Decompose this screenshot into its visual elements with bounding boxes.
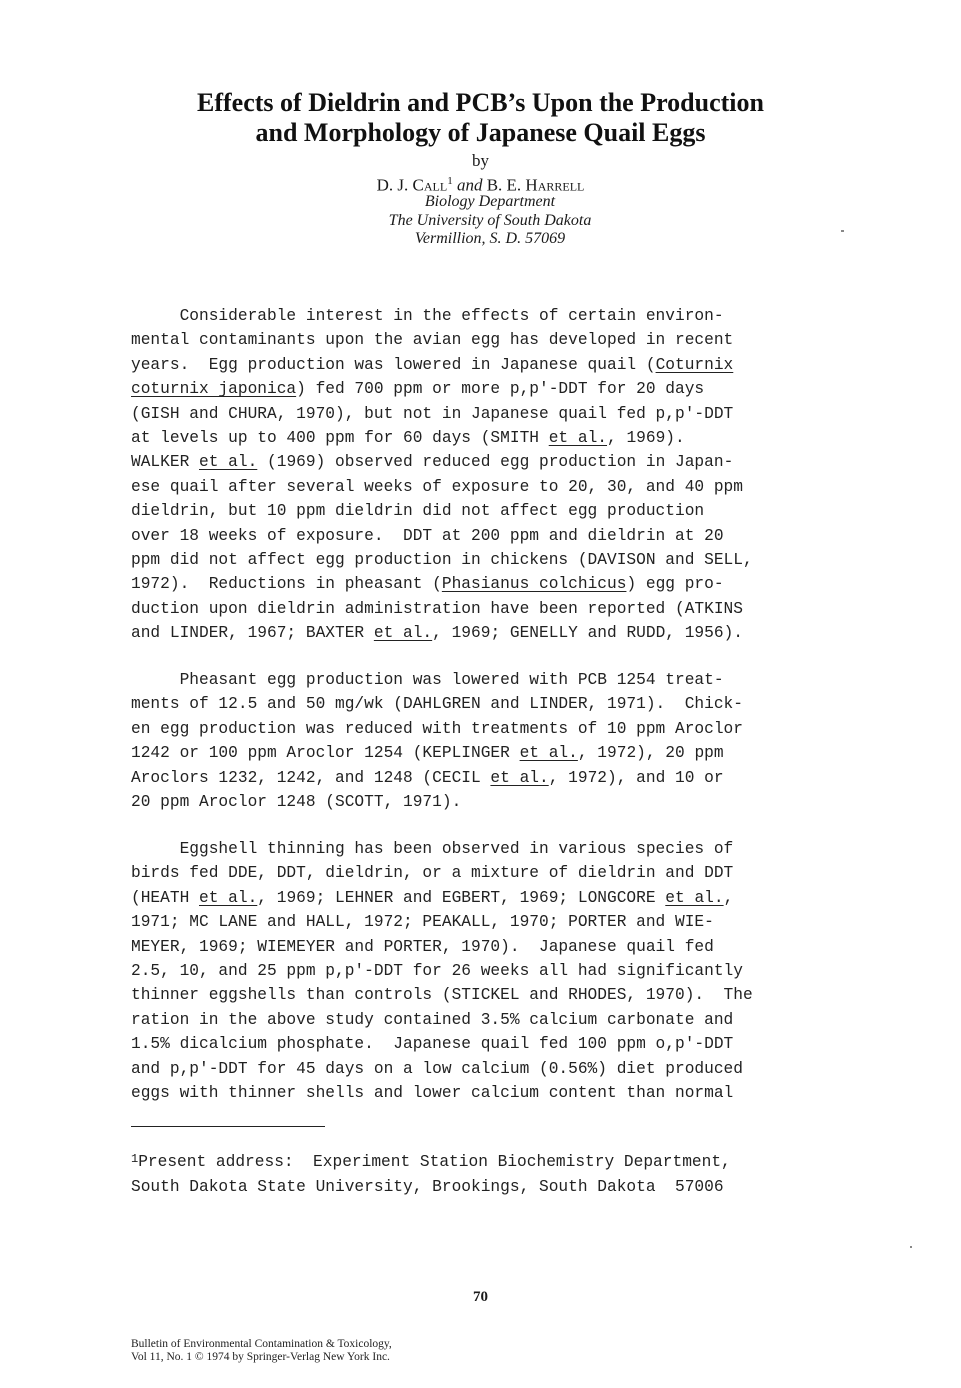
text-run: ments of 12.5 and 50 mg/wk (DAHLGREN and LINDER, 1971). Chick-	[131, 695, 743, 714]
footnote-mark: 1	[131, 1152, 139, 1166]
author2-initials: B. E.	[486, 175, 526, 195]
text-run: Pheasant egg production was lowered with PCB 1254 treat-	[131, 671, 724, 689]
text-run: (HEATH	[131, 888, 199, 907]
footnote-rule	[131, 1126, 325, 1127]
text-run: and LINDER, 1967; BAXTER	[131, 624, 374, 643]
text-run: Eggshell thinning has been observed in various species of	[131, 840, 734, 858]
text-run: thinner eggshells than controls (STICKEL and RHODES, 1970). The	[131, 986, 753, 1005]
text-run: en egg production was reduced with treatments of 10 ppm Aroclor	[131, 719, 743, 738]
et-al: et al.	[373, 624, 433, 643]
text-run: over 18 weeks of exposure. DDT at 200 ppm and dieldrin at 20	[131, 526, 724, 545]
et-al: et al.	[199, 453, 258, 472]
text-run: ,	[723, 888, 734, 907]
text-run: mental contaminants upon the avian egg has developed in recent	[131, 331, 734, 350]
page-number: 70	[473, 1289, 488, 1305]
text-run: MEYER, 1969; WIEMEYER and PORTER, 1970). Japanese quail fed	[131, 937, 714, 956]
text-run: WALKER	[131, 453, 199, 472]
text-run: Aroclors 1232, 1242, and 1248 (CECIL	[131, 768, 491, 787]
byline: by	[472, 151, 489, 170]
et-al: et al.	[519, 744, 578, 763]
footnote-line-1: Present address: Experiment Station Biochemistry Department,	[138, 1153, 731, 1171]
journal-line-1: Bulletin of Environmental Contamination & Toxicology,	[131, 1338, 392, 1350]
text-run: duction upon dieldrin administration have been reported (ATKINS	[131, 599, 743, 618]
journal-citation	[131, 1338, 631, 1364]
et-al: et al.	[548, 429, 608, 448]
text-run: at levels up to 400 ppm for 60 days (SMITH	[131, 429, 549, 448]
text-run: 1971; MC LANE and HALL, 1972; PEAKALL, 1970; PORTER and WIE-	[131, 913, 714, 932]
text-run: eggs with thinner shells and lower calcium content than normal	[131, 1084, 734, 1103]
paragraph-1	[131, 304, 831, 646]
text-run: ese quail after several weeks of exposure to 20, 30, and 40 ppm	[131, 477, 743, 496]
text-run: ) fed 700 ppm or more p,p'-DDT for 20 days	[296, 380, 705, 399]
title-line-1: Effects of Dieldrin and PCB’s Upon the Production	[197, 88, 764, 117]
author2-surname: Harrell	[525, 175, 585, 195]
author1-initials: D. J.	[376, 175, 413, 195]
text-run: dieldrin, but 10 ppm dieldrin did not affect egg production	[131, 502, 705, 521]
paragraph-3	[131, 837, 831, 1105]
text-run: and p,p'-DDT for 45 days on a low calcium (0.56%) diet produced	[131, 1059, 743, 1078]
text-run: 20 ppm Aroclor 1248 (SCOTT, 1971).	[131, 793, 462, 812]
species-name: coturnix japonica	[131, 380, 297, 399]
title-line-2: and Morphology of Japanese Quail Eggs	[255, 118, 706, 147]
affiliation-university: The University of South Dakota	[388, 211, 592, 229]
text-run: , 1969; LEHNER and EGBERT, 1969; LONGCORE	[257, 888, 666, 907]
text-run: ration in the above study contained 3.5% calcium carbonate and	[131, 1010, 734, 1029]
text-run: Considerable interest in the effects of certain environ-	[131, 307, 724, 325]
text-run: , 1972), and 10 or	[548, 768, 724, 787]
text-run: 1.5% dicalcium phosphate. Japanese quail fed 100 ppm o,p'-DDT	[131, 1035, 734, 1054]
text-run: , 1969).	[607, 429, 685, 448]
text-run: 1972). Reductions in pheasant (	[131, 575, 442, 594]
affiliation	[300, 193, 680, 249]
text-run: ppm did not affect egg production in chickens (DAVISON and SELL,	[131, 551, 753, 570]
author-conjunction: and	[456, 175, 483, 195]
text-run: , 1969; GENELLY and RUDD, 1956).	[432, 624, 744, 643]
text-run: years. Egg production was lowered in Japanese quail (	[131, 355, 656, 374]
text-run: 2.5, 10, and 25 ppm p,p'-DDT for 26 weeks all had significantly	[131, 962, 743, 981]
et-al: et al.	[199, 888, 258, 907]
species-name: Phasianus colchicus	[441, 575, 627, 594]
author-line	[100, 171, 861, 196]
journal-line-2: Vol 11, No. 1 © 1974 by Springer-Verlag New York Inc.	[131, 1351, 390, 1363]
paper-title	[100, 88, 861, 148]
text-run: , 1972), 20 ppm	[577, 744, 724, 763]
author1-footnote-mark: 1	[447, 175, 453, 187]
species-name: Coturnix	[655, 355, 734, 374]
text-run: birds fed DDE, DDT, dieldrin, or a mixture of dieldrin and DDT	[131, 864, 734, 883]
text-run: (1969) observed reduced egg production in Japan-	[257, 453, 734, 472]
affiliation-department: Biology Department	[424, 193, 556, 210]
et-al: et al.	[665, 888, 724, 907]
paragraph-2	[131, 668, 831, 814]
text-run: ) egg pro-	[626, 575, 724, 594]
affiliation-location: Vermillion, S. D. 57069	[414, 230, 566, 247]
text-run: 1242 or 100 ppm Aroclor 1254 (KEPLINGER	[131, 744, 520, 763]
author1-surname: Call	[412, 175, 448, 195]
et-al: et al.	[490, 768, 549, 787]
text-run: (GISH and CHURA, 1970), but not in Japanese quail fed p,p'-DDT	[131, 404, 734, 423]
footnote-line-2: South Dakota State University, Brookings, South Dakota 57006	[131, 1178, 724, 1196]
footnote	[131, 1150, 831, 1199]
scan-speck	[910, 1246, 912, 1248]
scan-speck	[841, 230, 844, 232]
